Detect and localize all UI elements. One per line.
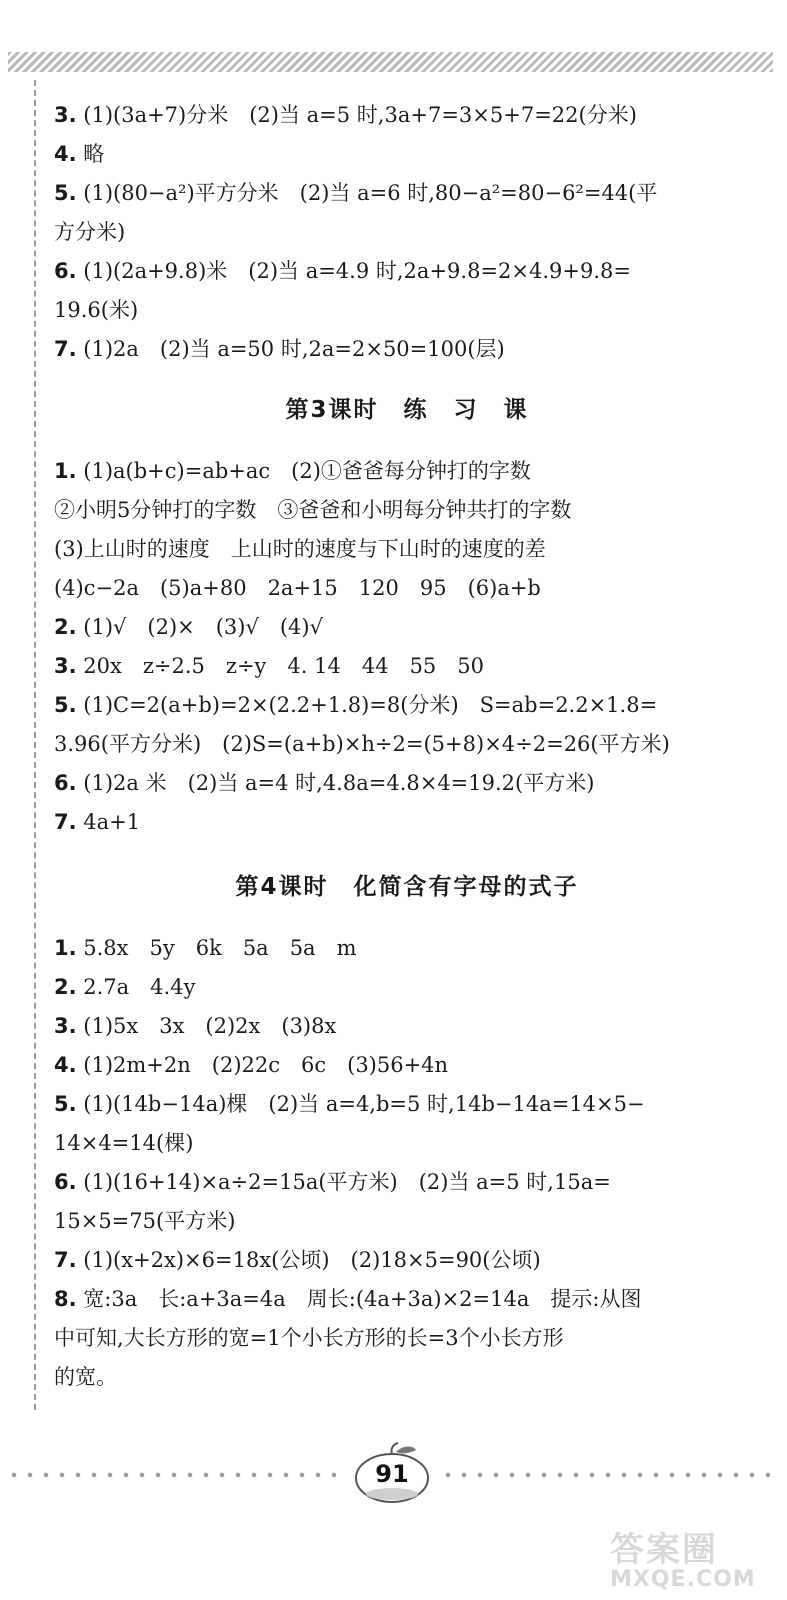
answer-content xyxy=(54,96,760,1397)
answer-line xyxy=(54,764,760,803)
answer-text: 略 xyxy=(76,142,105,166)
answer-text: (3)上山时的速度 上山时的速度与下山时的速度的差 xyxy=(54,537,546,561)
question-number: 5. xyxy=(54,1092,77,1116)
answer-line xyxy=(54,530,760,569)
footer-dots-left xyxy=(6,1468,336,1482)
answer-text: (1)5x 3x (2)2x (3)8x xyxy=(76,1014,337,1038)
section3-title: 第3课时 练 习 课 xyxy=(285,397,529,423)
answer-line xyxy=(54,647,760,686)
question-number: 5. xyxy=(54,181,77,205)
answer-line xyxy=(54,1202,760,1241)
answer-text: (1)(x+2x)×6=18x(公顷) (2)18×5=90(公顷) xyxy=(76,1248,541,1272)
answer-text: (1)(80−a²)平方分米 (2)当 a=6 时,80−a²=80−6²=44(平 xyxy=(76,181,658,205)
answer-line xyxy=(54,686,760,725)
question-number: 7. xyxy=(54,337,77,361)
question-number: 4. xyxy=(54,1053,77,1077)
answer-line xyxy=(54,1007,760,1046)
answer-text: ②小明5分钟打的字数 ③爸爸和小明每分钟共打的字数 xyxy=(54,498,572,522)
answer-line xyxy=(54,96,760,135)
answer-line xyxy=(54,1319,760,1358)
answer-line xyxy=(54,1280,760,1319)
question-number: 6. xyxy=(54,1170,77,1194)
answer-text: 19.6(米) xyxy=(54,298,139,322)
question-number: 7. xyxy=(54,810,77,834)
question-number: 5. xyxy=(54,693,77,717)
answer-line xyxy=(54,1163,760,1202)
answer-line xyxy=(54,725,760,764)
question-number: 1. xyxy=(54,459,77,483)
answer-text: 的宽。 xyxy=(54,1365,117,1389)
answer-text: (1)(3a+7)分米 (2)当 a=5 时,3a+7=3×5+7=22(分米) xyxy=(76,103,637,127)
answer-line xyxy=(54,1124,760,1163)
answer-text: (1)2a (2)当 a=50 时,2a=2×50=100(层) xyxy=(76,337,505,361)
question-number: 3. xyxy=(54,1014,77,1038)
answer-line xyxy=(54,452,760,491)
answer-line xyxy=(54,608,760,647)
page-footer xyxy=(0,1440,787,1510)
page-number: 91 xyxy=(375,1460,409,1488)
section4-answers xyxy=(54,929,760,1397)
section3-answers xyxy=(54,452,760,842)
answer-text: (1)a(b+c)=ab+ac (2)①爸爸每分钟打的字数 xyxy=(76,459,531,483)
answer-text: 2.7a 4.4y xyxy=(76,975,196,999)
answer-text: (1)2a 米 (2)当 a=4 时,4.8a=4.8×4=19.2(平方米) xyxy=(76,771,595,795)
answer-line xyxy=(54,968,760,1007)
answer-line xyxy=(54,330,760,369)
answer-text: (4)c−2a (5)a+80 2a+15 120 95 (6)a+b xyxy=(54,576,541,600)
answer-text: 方分米) xyxy=(54,220,126,244)
answer-line xyxy=(54,252,760,291)
answer-line xyxy=(54,1085,760,1124)
question-number: 6. xyxy=(54,259,77,283)
question-number: 2. xyxy=(54,615,77,639)
answer-text: 中可知,大长方形的宽=1个小长方形的长=3个小长方形 xyxy=(54,1326,564,1350)
question-number: 8. xyxy=(54,1287,77,1311)
answer-text: 14×4=14(棵) xyxy=(54,1131,194,1155)
question-number: 4. xyxy=(54,142,77,166)
answer-text: (1)(14b−14a)棵 (2)当 a=4,b=5 时,14b−14a=14×5− xyxy=(76,1092,645,1116)
left-dashed-rule xyxy=(34,80,36,1410)
answer-text: 15×5=75(平方米) xyxy=(54,1209,236,1233)
answer-line xyxy=(54,1241,760,1280)
watermark-url: MXQE.COM xyxy=(610,1567,756,1592)
answer-line xyxy=(54,135,760,174)
question-number: 6. xyxy=(54,771,77,795)
answer-line xyxy=(54,291,760,330)
answer-text: (1)2m+2n (2)22c 6c (3)56+4n xyxy=(76,1053,449,1077)
watermark-title: 答案圈 xyxy=(610,1530,718,1570)
question-number: 3. xyxy=(54,654,77,678)
answer-line xyxy=(54,174,760,213)
answer-text: 20x z÷2.5 z÷y 4. 14 44 55 50 xyxy=(76,654,485,678)
watermark xyxy=(610,1522,770,1592)
answer-text: (1)√ (2)× (3)√ (4)√ xyxy=(76,615,323,639)
answer-line xyxy=(54,213,760,252)
question-number: 2. xyxy=(54,975,77,999)
question-number: 7. xyxy=(54,1248,77,1272)
answer-line xyxy=(54,1046,760,1085)
answer-text: (1)(16+14)×a÷2=15a(平方米) (2)当 a=5 时,15a= xyxy=(76,1170,611,1194)
footer-dots-right xyxy=(440,1468,770,1482)
question-number: 3. xyxy=(54,103,77,127)
answer-line xyxy=(54,569,760,608)
answer-text: 3.96(平方分米) (2)S=(a+b)×h÷2=(5+8)×4÷2=26(平方米) xyxy=(54,732,670,756)
answer-line xyxy=(54,929,760,968)
top-hatched-border xyxy=(8,52,773,72)
answer-text: 宽:3a 长:a+3a=4a 周长:(4a+3a)×2=14a 提示:从图 xyxy=(76,1287,642,1311)
section4-title: 第4课时 化简含有字母的式子 xyxy=(235,874,579,900)
answer-text: (1)(2a+9.8)米 (2)当 a=4.9 时,2a+9.8=2×4.9+9.8= xyxy=(76,259,631,283)
answer-text: 5.8x 5y 6k 5a 5a m xyxy=(76,936,357,960)
answer-text: (1)C=2(a+b)=2×(2.2+1.8)=8(分米) S=ab=2.2×1.8= xyxy=(76,693,658,717)
answer-line xyxy=(54,803,760,842)
section-previous-answers xyxy=(54,96,760,369)
question-number: 1. xyxy=(54,936,77,960)
answer-line xyxy=(54,1358,760,1397)
answer-text: 4a+1 xyxy=(76,810,141,834)
answer-line xyxy=(54,491,760,530)
